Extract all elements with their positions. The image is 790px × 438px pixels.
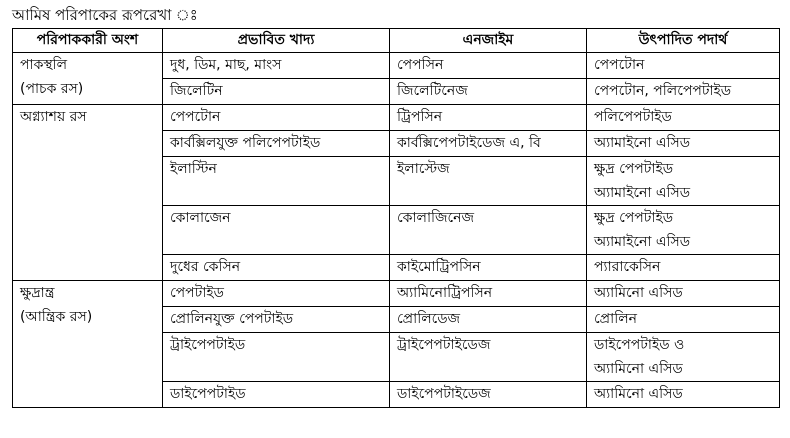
digestive-part-cell [13,53,163,105]
enzyme-line: অ্যামিনোট্রিপসিন [397,285,493,301]
protein-digestion-table [12,28,780,408]
food-line: ইলাস্টিন [170,161,217,177]
product-line: অ্যামাইনো এসিড [594,185,691,201]
table-row [13,105,780,131]
table-row [13,281,780,307]
product-cell [587,382,780,408]
product-line: অ্যামিনো এসিড [594,361,683,377]
food-cell [163,307,390,333]
enzyme-cell [390,307,587,333]
food-cell [163,157,390,206]
food-cell [163,255,390,281]
product-line: ক্ষুদ্র পেপটাইড [594,161,674,177]
product-cell [587,307,780,333]
food-line: কার্বক্সিলযুক্ত পলিপেপটাইড [170,135,321,151]
enzyme-line: ট্রাইপেপটাইডেজ [397,337,491,353]
header-enzyme: এনজাইম [390,29,587,53]
product-cell [587,79,780,105]
food-cell [163,206,390,255]
enzyme-cell [390,382,587,408]
digestive-part-line: (আন্ত্রিক রস) [20,309,93,325]
header-affected-food: প্রভাবিত খাদ্য [163,29,390,53]
enzyme-cell [390,333,587,382]
digestive-part-line: পাকস্থলি [20,57,68,73]
product-line: ক্ষুদ্র পেপটাইড [594,210,674,226]
enzyme-cell [390,157,587,206]
digestive-part-line: (পাচক রস) [20,81,84,97]
food-cell [163,281,390,307]
food-line: পেপটোন [170,109,221,125]
product-line: প্যারাকেসিন [594,259,661,275]
product-cell [587,333,780,382]
product-cell [587,157,780,206]
product-line: ডাইপেপটাইড ও [594,337,685,353]
product-cell [587,53,780,79]
header-row [13,29,780,53]
food-line: প্রোলিনযুক্ত পেপটাইড [170,311,294,327]
food-line: জিলেটিন [170,83,223,99]
product-line: পেপটোন, পলিপেপটাইড [594,83,732,99]
enzyme-line: ইলাস্টেজ [397,161,450,177]
header-product: উৎপাদিত পদার্থ [587,29,780,53]
table-row [13,53,780,79]
enzyme-line: কার্বক্সিপেপটাইডেজ এ, বি [397,135,541,151]
digestive-part-line: ক্ষুদ্রান্ত্র [20,285,55,301]
food-line: দুধের কেসিন [170,259,241,275]
enzyme-cell [390,206,587,255]
product-line: অ্যামিনো এসিড [594,386,683,402]
table-body [13,53,780,408]
enzyme-line: প্রোলিডেজ [397,311,461,327]
header-digestive-part: পরিপাককারী অংশ [13,29,163,53]
product-cell [587,105,780,131]
product-cell [587,131,780,157]
digestive-part-cell [13,281,163,408]
food-cell [163,105,390,131]
product-line: পলিপেপটাইড [594,109,672,125]
enzyme-cell [390,281,587,307]
food-cell [163,79,390,105]
enzyme-line: জিলেটিনেজ [397,83,468,99]
table-title: আমিষ পরিপাকের রূপরেখা ঃ [12,6,198,24]
food-line: ডাইপেপটাইড [170,386,246,402]
enzyme-cell [390,79,587,105]
product-cell [587,206,780,255]
product-line: অ্যামিনো এসিড [594,285,683,301]
enzyme-cell [390,105,587,131]
food-line: ট্রাইপেপটাইড [170,337,246,353]
product-line: অ্যামাইনো এসিড [594,234,691,250]
food-cell [163,333,390,382]
enzyme-cell [390,53,587,79]
product-line: প্রোলিন [594,311,637,327]
enzyme-line: ট্রিপসিন [397,109,443,125]
food-cell [163,382,390,408]
digestive-part-cell [13,105,163,281]
product-cell [587,281,780,307]
enzyme-line: কাইমোট্রিপসিন [397,259,481,275]
enzyme-line: ডাইপেপটাইডেজ [397,386,491,402]
enzyme-line: কোলাজিনেজ [397,210,475,226]
food-line: দুধ, ডিম, মাছ, মাংস [170,57,282,73]
food-line: কোলাজেন [170,210,231,226]
food-line: পেপটাইড [170,285,224,301]
digestive-part-line: অগ্ন্যাশয় রস [20,109,87,125]
enzyme-cell [390,131,587,157]
product-cell [587,255,780,281]
enzyme-line: পেপসিন [397,57,444,73]
food-cell [163,53,390,79]
enzyme-cell [390,255,587,281]
product-line: অ্যামাইনো এসিড [594,135,691,151]
food-cell [163,131,390,157]
product-line: পেপটোন [594,57,645,73]
